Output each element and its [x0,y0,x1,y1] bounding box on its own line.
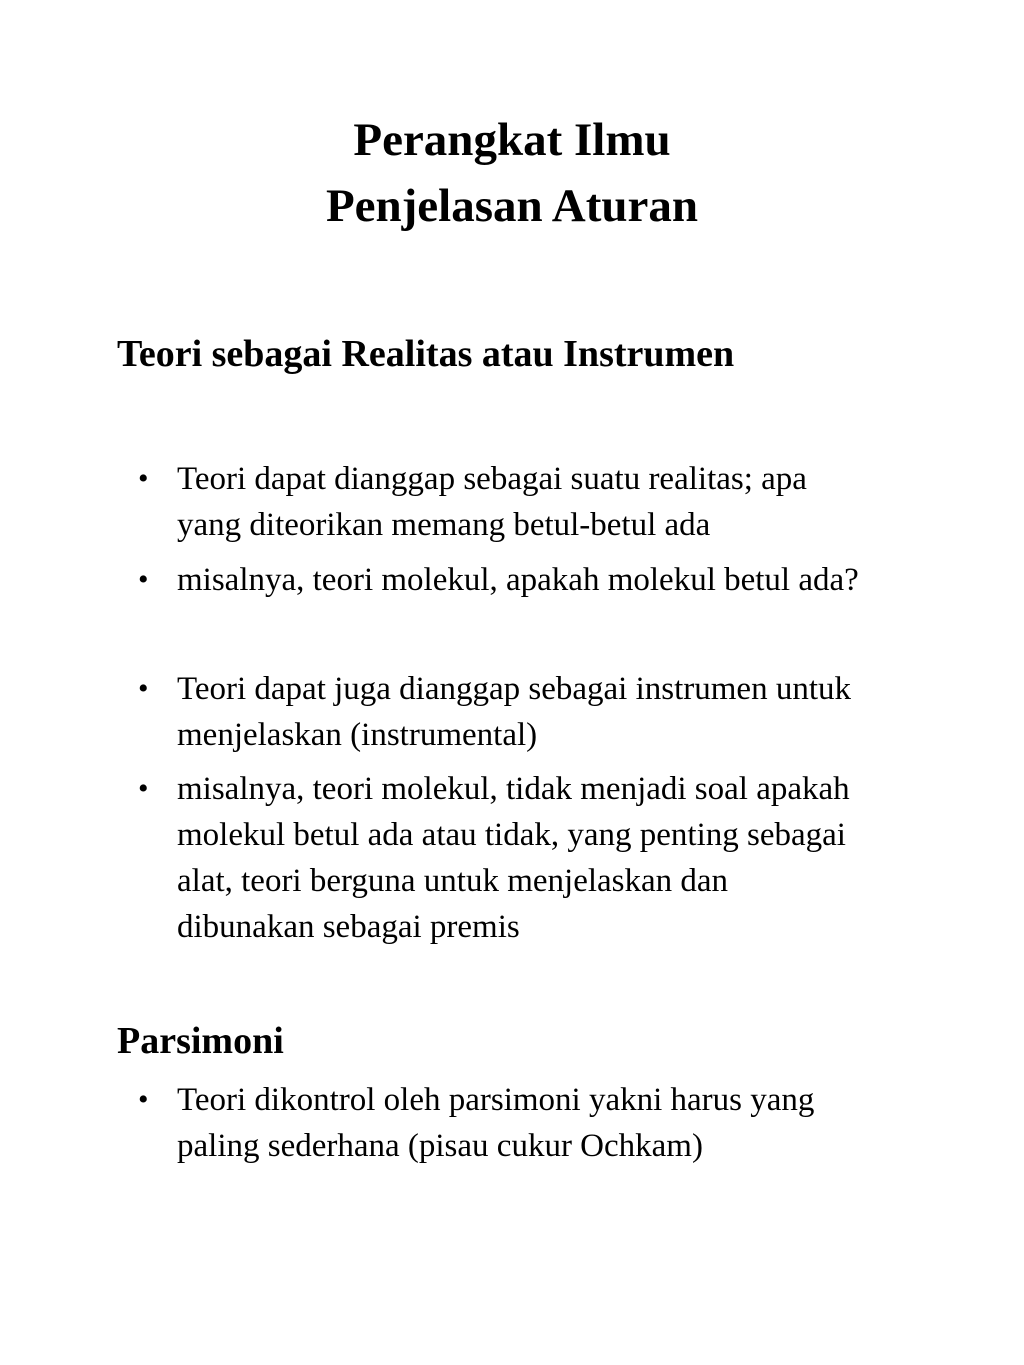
slide-title-line-1: Perangkat Ilmu [353,114,671,166]
section-heading-parsimoni: Parsimoni [117,1020,284,1062]
bullet-text-line: Teori dikontrol oleh parsimoni yakni harus yang [177,1082,815,1118]
bullet-icon: • [138,1083,149,1116]
bullet-text-line: Teori dapat juga dianggap sebagai instrumen untuk [177,671,852,707]
bullet-text-line: misalnya, teori molekul, tidak menjadi soal apakah [177,771,850,807]
bullet-text-line: yang diteorikan memang betul-betul ada [177,507,711,543]
bullet-text-line: alat, teori berguna untuk menjelaskan dan [177,863,729,899]
bullet-icon: • [138,672,149,705]
slide-title-line-2: Penjelasan Aturan [325,180,699,232]
bullet-text-line: Teori dapat dianggap sebagai suatu realitas; apa [177,461,807,497]
bullet-text-line: paling sederhana (pisau cukur Ochkam) [177,1128,703,1164]
bullet-text-line: dibunakan sebagai premis [177,909,520,945]
bullet-icon: • [138,772,149,805]
bullet-text-line: menjelaskan (instrumental) [177,717,538,753]
bullet-text-line: misalnya, teori molekul, apakah molekul betul ada? [177,562,859,598]
bullet-icon: • [138,462,149,495]
bullet-icon: • [138,563,149,596]
bullet-text-line: molekul betul ada atau tidak, yang penting sebagai [177,817,846,853]
section-heading-teori: Teori sebagai Realitas atau Instrumen [117,333,735,375]
